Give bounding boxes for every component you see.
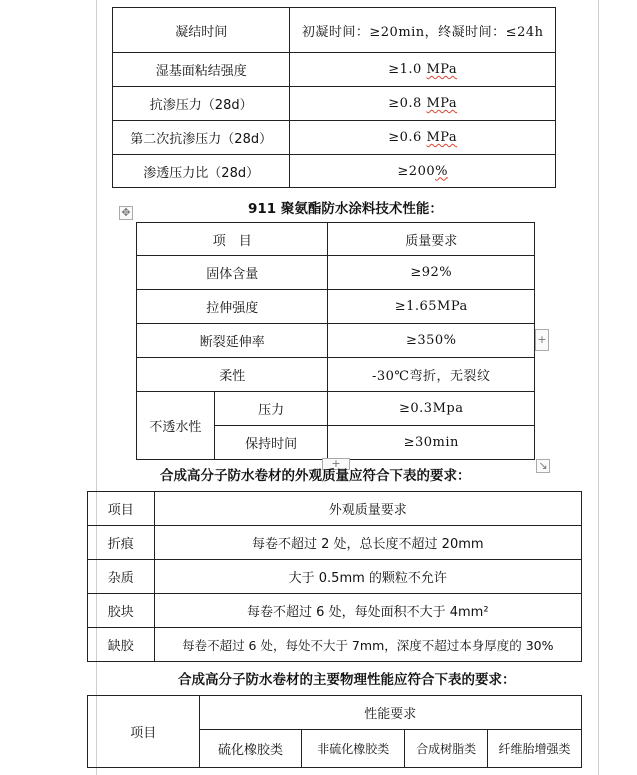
value-number: ≥0.6 xyxy=(388,130,422,145)
table-row xyxy=(137,256,535,290)
cell-value xyxy=(290,87,556,121)
cell-value: ≥350% xyxy=(328,324,535,358)
cell-label: 拉伸强度 xyxy=(137,290,328,324)
cell-value: -30℃弯折，无裂纹 xyxy=(328,358,535,392)
cell-label: 柔性 xyxy=(137,358,328,392)
table-row xyxy=(113,8,556,53)
table-resize-icon[interactable]: ↘ xyxy=(536,459,550,473)
table-row xyxy=(113,53,556,87)
table-row xyxy=(88,594,582,628)
cell-value: 每卷不超过 6 处，每处面积不大于 4mm² xyxy=(154,594,581,628)
header-requirement: 外观质量要求 xyxy=(154,492,581,526)
value-number: ≥0.8 xyxy=(388,96,422,111)
table-physical-properties xyxy=(87,695,582,768)
cell-label: 第二次抗渗压力（28d） xyxy=(113,121,290,155)
table-cement-properties xyxy=(112,7,556,188)
table-polyurethane-properties xyxy=(136,222,535,460)
table-row xyxy=(88,628,582,662)
cell-sublabel: 压力 xyxy=(214,392,328,426)
cell-value: ≥30min xyxy=(328,426,535,460)
heading-polyurethane: 911 聚氨酯防水涂料技术性能： xyxy=(248,201,443,217)
table-row xyxy=(137,324,535,358)
table-row xyxy=(88,560,582,594)
header-col: 合成树脂类 xyxy=(405,730,488,768)
add-column-button[interactable]: + xyxy=(535,329,549,351)
cell-value xyxy=(290,53,556,87)
table-row xyxy=(137,290,535,324)
cell-label: 断裂延伸率 xyxy=(137,324,328,358)
cell-label: 缺胶 xyxy=(88,628,155,662)
value-unit: MPa xyxy=(426,62,458,77)
cell-label: 固体含量 xyxy=(137,256,328,290)
cell-label: 渗透压力比（28d） xyxy=(113,155,290,188)
cell-value: ≥1.65MPa xyxy=(328,290,535,324)
cell-label: 杂质 xyxy=(88,560,155,594)
table-row xyxy=(137,358,535,392)
cell-value: 每卷不超过 2 处，总长度不超过 20mm xyxy=(154,526,581,560)
table-row xyxy=(88,526,582,560)
add-row-button[interactable]: + xyxy=(322,458,350,470)
cell-label: 凝结时间 xyxy=(113,8,290,53)
table-header-row xyxy=(137,223,535,256)
header-requirement: 质量要求 xyxy=(328,223,535,256)
cell-label: 抗渗压力（28d） xyxy=(113,87,290,121)
table-row xyxy=(113,155,556,188)
value-number: ≥200 xyxy=(397,163,436,179)
header-group: 性能要求 xyxy=(199,696,581,730)
cell-label: 湿基面粘结强度 xyxy=(113,53,290,87)
value-unit: MPa xyxy=(426,130,458,145)
value-number: ≥1.0 xyxy=(388,62,422,77)
header-col: 纤维胎增强类 xyxy=(488,730,582,768)
cell-value xyxy=(290,155,556,188)
table-row xyxy=(113,87,556,121)
header-col: 非硫化橡胶类 xyxy=(302,730,405,768)
cell-value: 大于 0.5mm 的颗粒不允许 xyxy=(154,560,581,594)
table-row xyxy=(113,121,556,155)
table-appearance-quality xyxy=(87,491,582,662)
table-header-row xyxy=(88,696,582,730)
cell-value: 每卷不超过 6 处，每处不大于 7mm，深度不超过本身厚度的 30% xyxy=(154,628,581,662)
cell-value: 初凝时间：≥20min，终凝时间：≤24h xyxy=(290,8,556,53)
heading-physical-properties: 合成高分子防水卷材的主要物理性能应符合下表的要求： xyxy=(178,672,516,688)
table-header-row xyxy=(88,492,582,526)
table-move-handle-icon[interactable]: ✥ xyxy=(119,206,133,220)
header-item: 项目 xyxy=(88,492,155,526)
right-margin-line xyxy=(598,0,599,775)
value-unit: MPa xyxy=(426,96,458,111)
value-unit: % xyxy=(435,163,448,179)
cell-impermeability: 不透水性 xyxy=(137,392,215,460)
header-col: 硫化橡胶类 xyxy=(199,730,302,768)
heading-appearance-quality: 合成高分子防水卷材的外观质量应符合下表的要求： xyxy=(160,468,471,484)
header-item: 项 目 xyxy=(137,223,328,256)
header-item: 项目 xyxy=(88,696,200,768)
cell-value xyxy=(290,121,556,155)
cell-value: ≥0.3Mpa xyxy=(328,392,535,426)
cell-label: 胶块 xyxy=(88,594,155,628)
cell-label: 折痕 xyxy=(88,526,155,560)
cell-sublabel: 保持时间 xyxy=(214,426,328,460)
table-row xyxy=(137,392,535,426)
cell-value: ≥92% xyxy=(328,256,535,290)
